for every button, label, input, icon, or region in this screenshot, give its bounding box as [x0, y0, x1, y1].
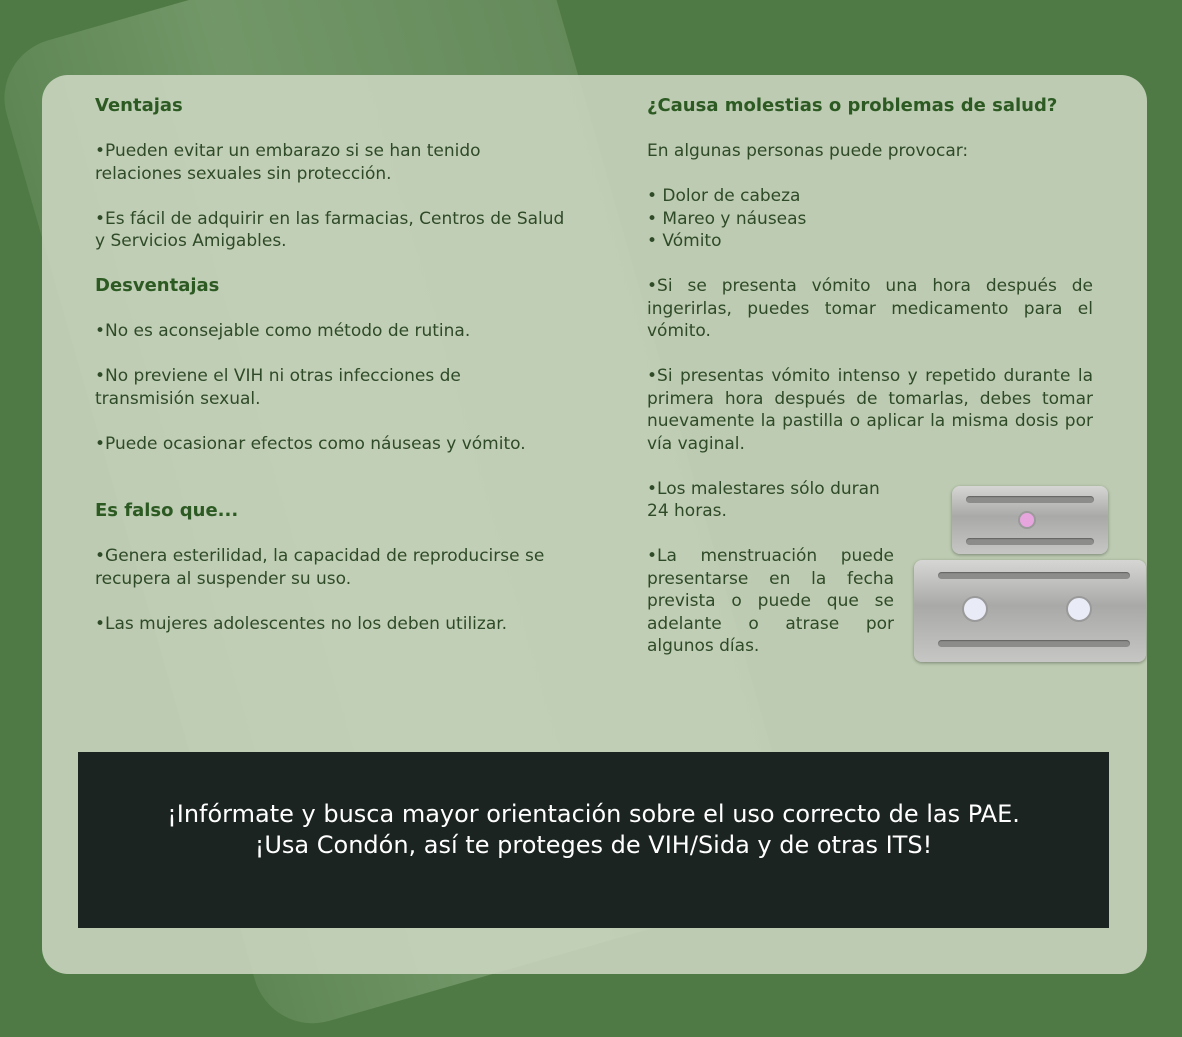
desventajas-item: •Puede ocasionar efectos como náuseas y vómito. [95, 433, 526, 454]
footer-line-2: ¡Usa Condón, así te proteges de VIH/Sida y de otras ITS! [254, 831, 933, 859]
footer-banner [78, 752, 1109, 928]
symptom-item: • Vómito [647, 231, 722, 251]
ventajas-heading: Ventajas [95, 95, 183, 116]
vomit-hour-note: •Si se presenta vómito una hora después de ingerirlas, puedes tomar medicamento para el vómito. [647, 276, 1093, 341]
white-pill [962, 596, 988, 622]
symptom-item: • Dolor de cabeza [647, 186, 801, 206]
pill-blisters-image [912, 483, 1147, 665]
desventajas-heading: Desventajas [95, 275, 220, 296]
footer-line-1: ¡Infórmate y busca mayor orientación sobre el uso correcto de las PAE. [167, 800, 1020, 828]
falso-item: •Las mujeres adolescentes no los deben utilizar. [95, 613, 508, 634]
malestares-note: •Los malestares sólo duran 24 horas. [647, 478, 880, 521]
single-pill-blister [952, 486, 1108, 554]
falso-heading: Es falso que... [95, 500, 239, 521]
white-pill [1066, 596, 1092, 622]
pink-pill [1018, 511, 1036, 529]
desventajas-item: •No es aconsejable como método de rutina. [95, 321, 471, 341]
info-panel [42, 75, 1147, 974]
molestias-heading: ¿Causa molestias o problemas de salud? [647, 95, 1058, 116]
molestias-intro: En algunas personas puede provocar: [647, 141, 969, 161]
desventajas-item: •No previene el VIH ni otras infecciones de transmisión sexual. [95, 366, 461, 409]
vomit-intense-note: •Si presentas vómito intenso y repetido durante la primera hora después de tomarlas, debes tomar nuevamente la pastilla o aplicar la misma dosis por vía vaginal. [647, 366, 1093, 454]
double-pill-blister [914, 560, 1146, 662]
left-column [95, 95, 565, 635]
menstruacion-note: •La menstruación puede presentarse en la fecha prevista o puede que se adelante o atrase por algunos días. [647, 546, 894, 656]
ventajas-item: •Es fácil de adquirir en las farmacias, Centros de Salud y Servicios Amigables. [95, 208, 565, 251]
ventajas-item: •Pueden evitar un embarazo si se han tenido relaciones sexuales sin protección. [95, 141, 481, 184]
falso-item: •Genera esterilidad, la capacidad de reproducirse se recupera al suspender su uso. [95, 546, 545, 589]
symptom-item: • Mareo y náuseas [647, 208, 807, 229]
